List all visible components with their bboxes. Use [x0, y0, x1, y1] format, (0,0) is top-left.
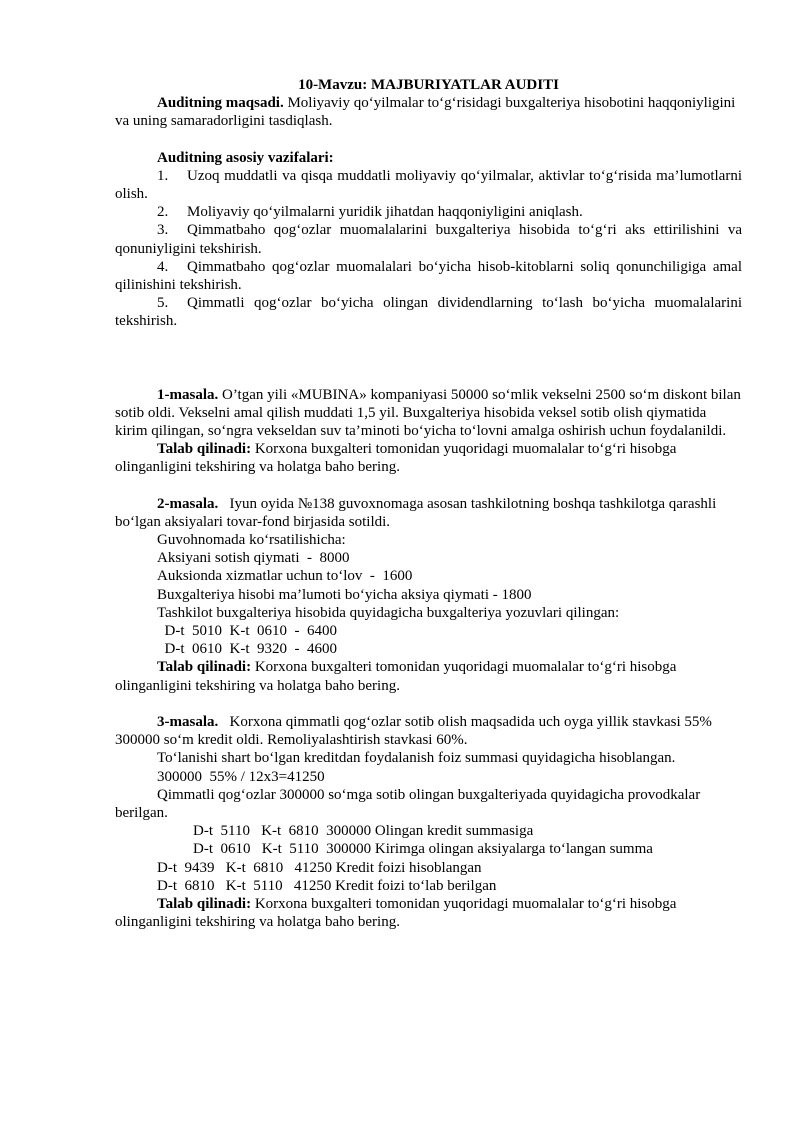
accounting-entry: D-t 0610 K-t 9320 - 4600: [157, 641, 337, 658]
task-number: 5.: [157, 295, 169, 312]
problem-3-label: 3-masala.: [157, 713, 219, 730]
accounting-entry: D-t 9439 K-t 6810 41250 Kredit foizi hisoblangan: [157, 859, 482, 876]
spacer: [115, 131, 742, 149]
problem-2-statement: [115, 495, 742, 531]
spacer: [115, 695, 742, 713]
document-title: 10-Mavzu: MAJBURIYATLAR AUDITI: [298, 77, 559, 93]
task-item: [115, 203, 742, 221]
accounting-entry: D-t 5110 K-t 6810 300000 Olingan kredit summasiga: [193, 823, 534, 840]
task-text: Qimmatbaho qog‘ozlar muomalalari bo‘yicha hisob-kitoblarni soliq qonunchiligiga amal qilinishini tekshirish.: [115, 258, 742, 294]
problem-2-line: Tashkilot buxgalteriya hisobida quyidagicha buxgalteriya yozuvlari qilingan:: [157, 604, 620, 621]
requirement-label: Talab qilinadi:: [157, 441, 252, 458]
problem-2-requirement: [115, 658, 742, 694]
task-number: 4.: [157, 258, 169, 275]
task-item: [115, 167, 742, 203]
audit-goal-paragraph: [115, 94, 742, 130]
requirement-label: Talab qilinadi:: [157, 659, 252, 676]
problem-1-text: O’tgan yili «MUBINA» kompaniyasi 50000 so‘mlik vekselni 2500 so‘m diskont bilan sotib oldi. Vekselni amal qilish muddati 1,5 yil. Buxgalteriya hisobida veksel sotib olish qiymatida kirim qilingan, so‘ngra vekseldan suv ta’minoti bo‘yicha to‘lovni amalga oshirish uchun foydalanildi.: [115, 386, 741, 440]
task-item: [115, 221, 742, 257]
task-text: Qimmatli qog‘ozlar bo‘yicha olingan dividendlarning to‘lash bo‘yicha muomalalarini tekshirish.: [115, 295, 742, 330]
problem-3-requirement: [115, 895, 742, 931]
requirement-text: Korxona buxgalteri tomonidan yuqoridagi muomalalar to‘g‘ri hisobga olinganligini tekshiring va holatga baho bering.: [115, 895, 677, 931]
requirement-text: Korxona buxgalteri tomonidan yuqoridagi muomalalar to‘g‘ri hisobga olinganligini tekshiring va holatga baho bering.: [115, 659, 677, 694]
problem-2-line: Auksionda xizmatlar uchun to‘lov - 1600: [157, 568, 413, 585]
task-text: Qimmatbaho qog‘ozlar muomalalarini buxgalteriya hisobida to‘g‘ri aks ettirilishini va qonuniyligini tekshirish.: [115, 222, 742, 257]
problem-2-line: Guvohnomada ko‘rsatilishicha:: [157, 532, 346, 549]
task-text: Uzoq muddatli va qisqa muddatli moliyaviy qo‘yilmalar, aktivlar to‘g‘risida ma’lumotlarni olish.: [115, 167, 742, 203]
problem-2-line: Buxgalteriya hisobi ma’lumoti bo‘yicha aksiya qiymati - 1800: [157, 586, 532, 603]
tasks-heading: [115, 149, 742, 167]
requirement-text: Korxona buxgalteri tomonidan yuqoridagi muomalalar to‘g‘ri hisobga olinganligini tekshiring va holatga baho bering.: [115, 441, 677, 476]
task-number: 3.: [157, 222, 169, 239]
task-number: 2.: [157, 204, 169, 221]
problem-2-line: Aksiyani sotish qiymati - 8000: [157, 550, 350, 567]
spacer: [115, 331, 742, 368]
spacer: [115, 368, 742, 386]
problem-3-line: Qimmatli qog‘ozlar 300000 so‘mga sotib olingan buxgalteriyada quyidagicha provodkalar berilgan.: [115, 786, 701, 821]
problem-3-statement: [115, 713, 742, 749]
problem-1-requirement: [115, 440, 742, 476]
problem-3-line: To‘lanishi shart bo‘lgan kreditdan foydalanish foiz summasi quyidagicha hisoblangan.: [157, 750, 676, 767]
problem-1-statement: [115, 386, 742, 441]
audit-goal-text: Moliyaviy qo‘yilmalar to‘g‘risidagi buxgalteriya hisobotini haqqoniyligini va uning samaradorligini tasdiqlash.: [115, 95, 736, 130]
task-item: [115, 258, 742, 294]
problem-3-formula: 300000 55% / 12x3=41250: [157, 768, 325, 785]
audit-goal-label: Auditning maqsadi.: [157, 95, 284, 112]
task-text: Moliyaviy qo‘yilmalarni yuridik jihatdan haqqoniyligini aniqlash.: [187, 204, 583, 221]
spacer: [115, 477, 742, 495]
accounting-entry: D-t 5010 K-t 0610 - 6400: [157, 623, 337, 640]
tasks-heading-label: Auditning asosiy vazifalari:: [157, 149, 334, 166]
problem-2-label: 2-masala.: [157, 495, 219, 512]
task-number: 1.: [157, 167, 169, 184]
problem-1-label: 1-masala.: [157, 386, 219, 403]
accounting-entry: D-t 0610 K-t 5110 300000 Kirimga olingan aksiyalarga to‘langan summa: [193, 841, 653, 858]
problem-3-text: Korxona qimmatli qog‘ozlar sotib olish maqsadida uch oyga yillik stavkasi 55% 300000 so‘m kredit oldi. Remoliyalashtirish stavkasi 60%.: [115, 713, 716, 749]
accounting-entry: D-t 6810 K-t 5110 41250 Kredit foizi to‘lab berilgan: [157, 877, 497, 894]
problem-2-text: Iyun oyida №138 guvoxnomaga asosan tashkilotning boshqa tashkilotga qarashli bo‘lgan aksiyalari tovar-fond birjasida sotildi.: [115, 495, 720, 530]
requirement-label: Talab qilinadi:: [157, 895, 252, 912]
document-page: [115, 76, 742, 931]
task-item: [115, 294, 742, 330]
